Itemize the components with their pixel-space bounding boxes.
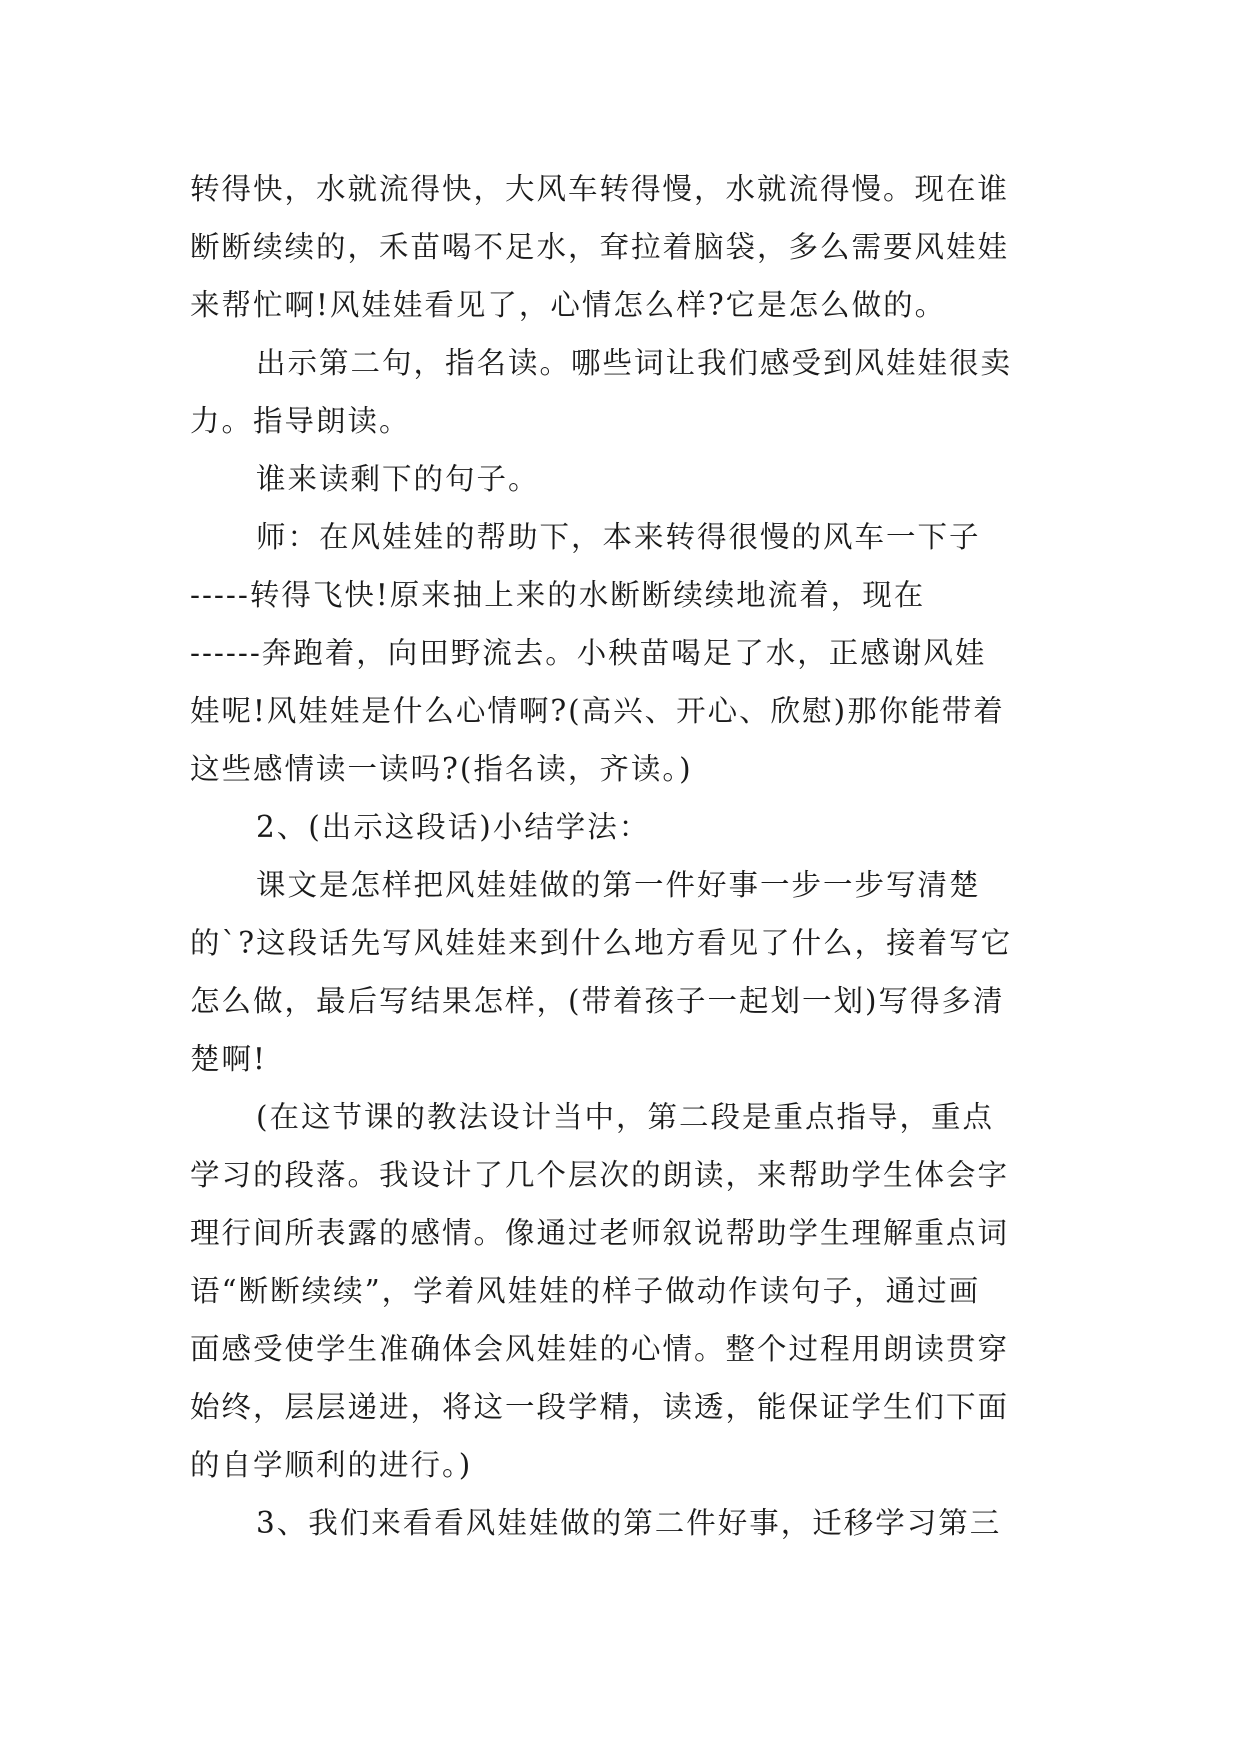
text-line: ------奔跑着，向田野流去。小秧苗喝足了水，正感谢风娃: [190, 636, 987, 670]
text-line: 语“断断续续”，学着风娃娃的样子做动作读句子，通过画: [190, 1274, 981, 1308]
text-line: 3、我们来看看风娃娃做的第二件好事，迁移学习第三: [256, 1506, 1002, 1540]
text-line: (在这节课的教法设计当中，第二段是重点指导，重点: [256, 1100, 995, 1134]
text-line: 这些感情读一读吗?(指名读，齐读。): [190, 752, 693, 786]
text-line: 始终，层层递进，将这一段学精，读透，能保证学生们下面: [190, 1390, 1010, 1424]
text-line: 力。指导朗读。: [190, 404, 411, 438]
text-line: 娃呢!风娃娃是什么心情啊?(高兴、开心、欣慰)那你能带着: [190, 694, 1005, 728]
text-line: 的`?这段话先写风娃娃来到什么地方看见了什么，接着写它: [190, 926, 1013, 960]
text-line: -----转得飞快!原来抽上来的水断断续续地流着，现在: [190, 578, 926, 612]
text-line: 课文是怎样把风娃娃做的第一件好事一步一步写清楚: [256, 868, 981, 902]
text-line: 谁来读剩下的句子。: [256, 462, 540, 496]
document-body: [190, 160, 1052, 1552]
text-line: 学习的段落。我设计了几个层次的朗读，来帮助学生体会字: [190, 1158, 1010, 1192]
text-line: 的自学顺利的进行。): [190, 1448, 473, 1482]
text-line: 理行间所表露的感情。像通过老师叙说帮助学生理解重点词: [190, 1216, 1010, 1250]
text-line: 怎么做，最后写结果怎样，(带着孩子一起划一划)写得多清: [190, 984, 1005, 1018]
text-line: 断断续续的，禾苗喝不足水，耷拉着脑袋，多么需要风娃娃: [190, 230, 1010, 264]
text-line: 来帮忙啊!风娃娃看见了，心情怎么样?它是怎么做的。: [190, 288, 947, 322]
text-line: 2、(出示这段话)小结学法：: [256, 810, 651, 844]
text-line: 转得快，水就流得快，大风车转得慢，水就流得慢。现在谁: [190, 172, 1010, 206]
text-line: 楚啊!: [190, 1042, 267, 1076]
text-line: 师：在风娃娃的帮助下，本来转得很慢的风车一下子: [256, 520, 981, 554]
text-line: 面感受使学生准确体会风娃娃的心情。整个过程用朗读贯穿: [190, 1332, 1010, 1366]
text-line: 出示第二句，指名读。哪些词让我们感受到风娃娃很卖: [256, 346, 1013, 380]
